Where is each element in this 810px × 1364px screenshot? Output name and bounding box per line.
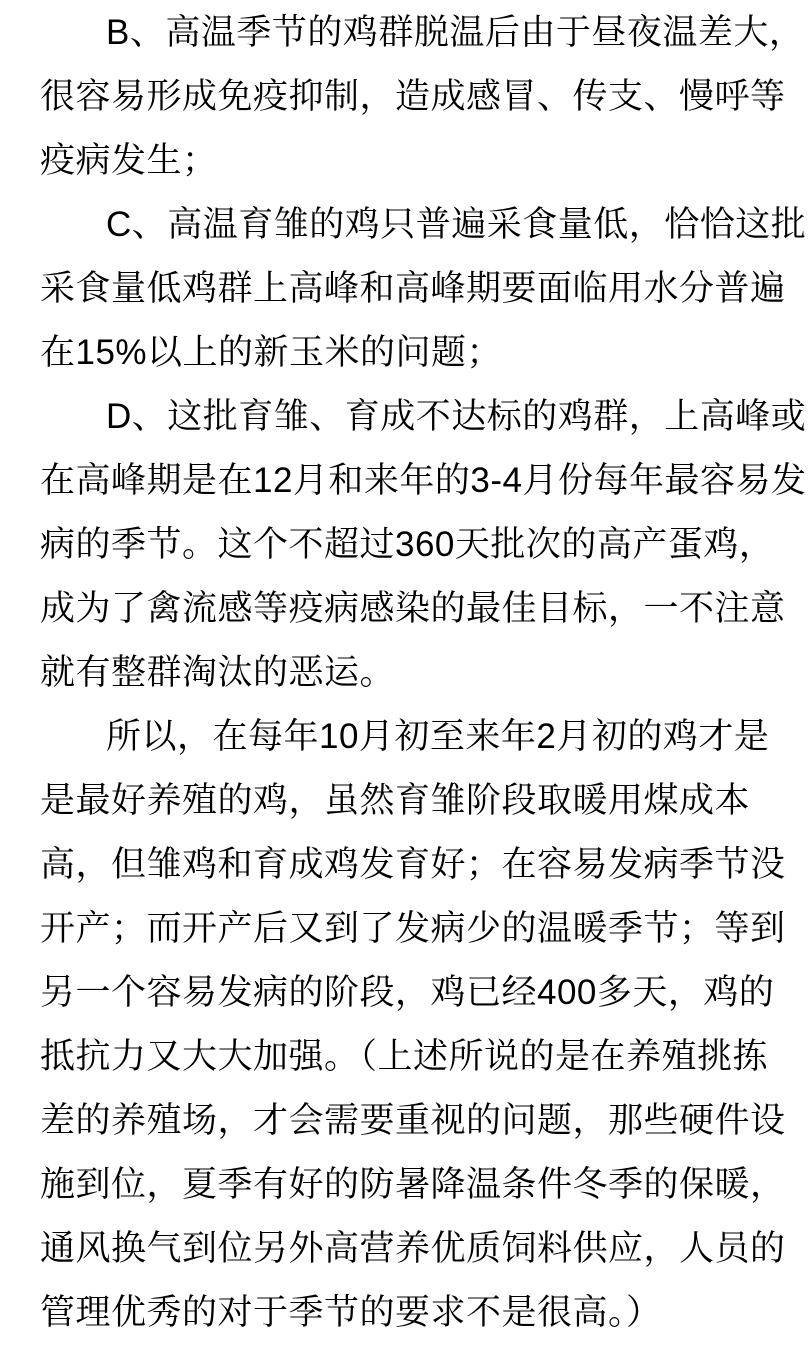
text-line: 通风换气到位另外高营养优质饲料供应，人员的 bbox=[40, 1229, 786, 1268]
text-line: 成为了禽流感等疫病感染的最佳目标，一不注意 bbox=[40, 589, 786, 628]
text-line: 很容易形成免疫抑制，造成感冒、传支、慢呼等 bbox=[40, 77, 786, 116]
text-line: 在15%以上的新玉米的问题； bbox=[40, 333, 503, 372]
text-line: B、高温季节的鸡群脱温后由于昼夜温差大， bbox=[106, 13, 805, 52]
text-line: 开产；而开产后又到了发病少的温暖季节；等到 bbox=[40, 909, 786, 948]
text-line: 所以，在每年10月初至来年2月初的鸡才是 bbox=[106, 717, 770, 756]
paragraph-c bbox=[40, 193, 807, 385]
text-line: C、高温育雏的鸡只普遍采食量低，恰恰这批 bbox=[106, 205, 807, 244]
text-line: 疫病发生； bbox=[40, 141, 218, 180]
paragraph-conclusion bbox=[40, 705, 796, 1345]
text-line: 采食量低鸡群上高峰和高峰期要面临用水分普遍 bbox=[40, 269, 786, 308]
text-line: 抵抗力又大大加强。（上述所说的是在养殖挑拣 bbox=[40, 1037, 769, 1076]
text-line: 病的季节。这个不超过360天批次的高产蛋鸡， bbox=[40, 525, 775, 564]
text-line: 施到位，夏季有好的防暑降温条件冬季的保暖， bbox=[40, 1165, 786, 1204]
text-line: 差的养殖场，才会需要重视的问题，那些硬件设 bbox=[40, 1101, 786, 1140]
text-line: 在高峰期是在12月和来年的3-4月份每年最容易发 bbox=[40, 461, 807, 500]
paragraph-b bbox=[40, 1, 805, 193]
text-line: 管理优秀的对于季节的要求不是很高。） bbox=[40, 1293, 662, 1332]
text-line: 另一个容易发病的阶段，鸡已经400多天，鸡的 bbox=[40, 973, 775, 1012]
paragraph-d bbox=[40, 385, 807, 705]
text-line: D、这批育雏、育成不达标的鸡群，上高峰或 bbox=[106, 397, 807, 436]
text-line: 是最好养殖的鸡，虽然育雏阶段取暖用煤成本 bbox=[40, 781, 751, 820]
text-line: 高，但雏鸡和育成鸡发育好；在容易发病季节没 bbox=[40, 845, 786, 884]
text-line: 就有整群淘汰的恶运。 bbox=[40, 653, 396, 692]
